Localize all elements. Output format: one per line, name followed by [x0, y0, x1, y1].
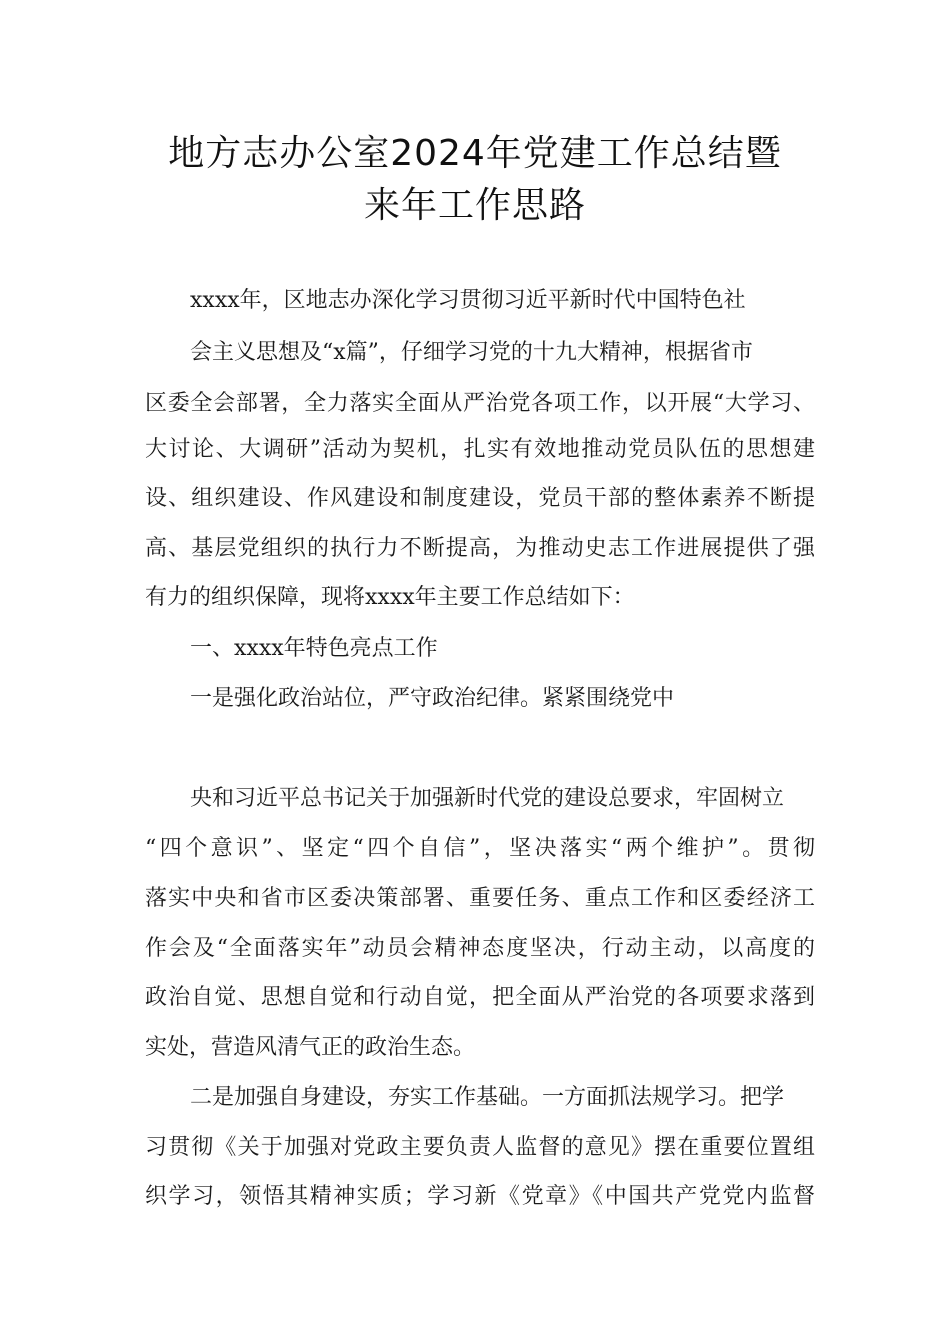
document-title-line-1: 地方志办公室2024年党建工作总结暨 — [168, 133, 782, 174]
paragraph-line: 实处，营造风清气正的政治生态。 — [145, 1035, 476, 1060]
paragraph-line: 会主义思想及“x篇”，仔细学习党的十九大精神，根据省市 — [190, 340, 753, 365]
paragraph-line: 习贯彻《关于加强对党政主要负责人监督的意见》摆在重要位置组 — [145, 1135, 815, 1160]
paragraph-line: 高、基层党组织的执行力不断提高，为推动史志工作进展提供了强 — [145, 536, 815, 561]
paragraph-line: “四个意识”、坚定“四个自信”，坚决落实“两个维护”。贯彻 — [145, 836, 815, 861]
paragraph-line: xxxx年，区地志办深化学习贯彻习近平新时代中国特色社 — [190, 288, 746, 313]
paragraph-line: 央和习近平总书记关于加强新时代党的建设总要求，牢固树立 — [190, 786, 785, 811]
section-heading: 一、xxxx年特色亮点工作 — [190, 636, 438, 661]
paragraph-line: 有力的组织保障，现将xxxx年主要工作总结如下： — [145, 585, 635, 610]
paragraph-line: 设、组织建设、作风建设和制度建设，党员干部的整体素养不断提 — [145, 486, 815, 511]
paragraph-line: 织学习，领悟其精神实质；学习新《党章》《中国共产党党内监督 — [145, 1184, 815, 1209]
paragraph-line: 大讨论、大调研”活动为契机，扎实有效地推动党员队伍的思想建 — [145, 437, 815, 462]
paragraph-line: 作会及“全面落实年”动员会精神态度坚决，行动主动，以高度的 — [145, 936, 815, 961]
paragraph-line: 一是强化政治站位，严守政治纪律。紧紧围绕党中 — [190, 686, 675, 711]
paragraph-line: 落实中央和省市区委决策部署、重要任务、重点工作和区委经济工 — [145, 886, 815, 911]
document-title-line-2: 来年工作思路 — [363, 185, 586, 226]
paragraph-line: 区委全会部署，全力落实全面从严治党各项工作，以开展“大学习、 — [145, 391, 815, 416]
paragraph-line: 二是加强自身建设，夯实工作基础。一方面抓法规学习。把学 — [190, 1085, 785, 1110]
paragraph-line: 政治自觉、思想自觉和行动自觉，把全面从严治党的各项要求落到 — [145, 985, 815, 1010]
